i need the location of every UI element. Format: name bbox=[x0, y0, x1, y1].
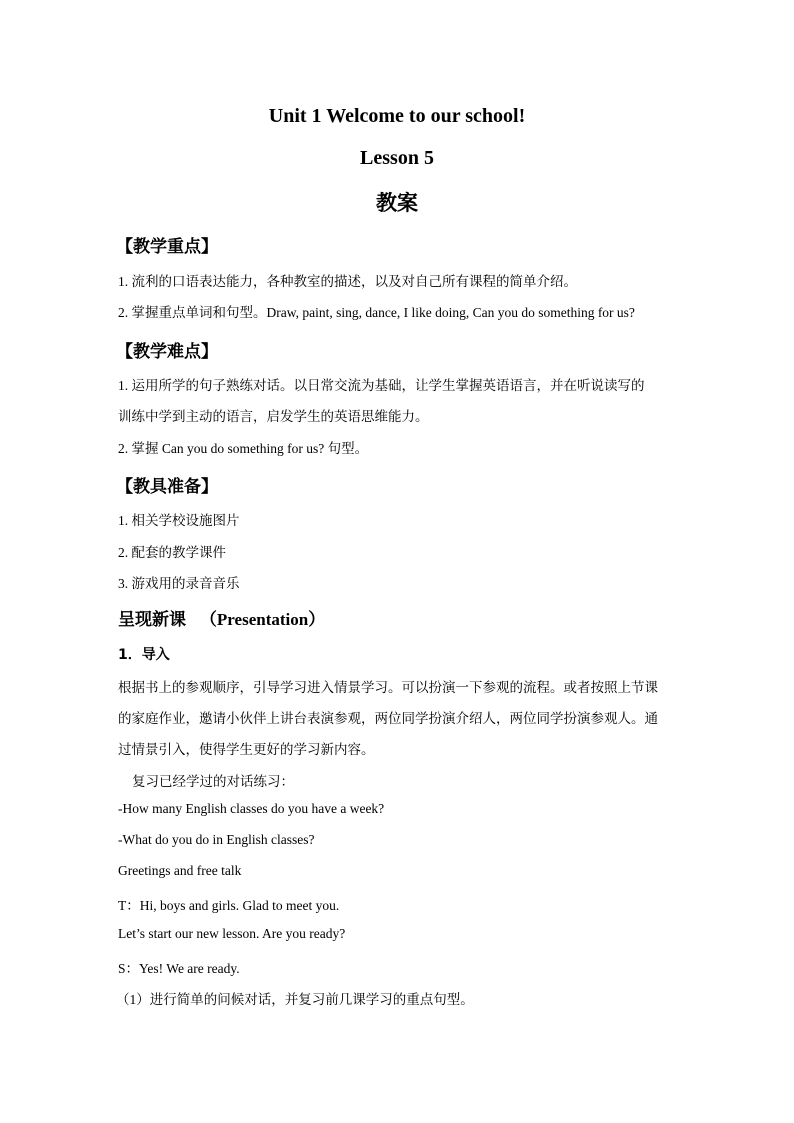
materials-heading: 【教具准备】 bbox=[116, 477, 218, 497]
key-point-item: 2. 掌握重点单词和句型。Draw, paint, sing, dance, I like doing, Can you do something for us? bbox=[118, 305, 635, 320]
doc-type-title: 教案 bbox=[376, 191, 418, 215]
intro-subheading: 1．导入 bbox=[118, 647, 170, 663]
presentation-heading bbox=[118, 605, 325, 630]
key-points-heading: 【教学重点】 bbox=[116, 237, 218, 257]
review-question: -How many English classes do you have a week? bbox=[118, 801, 385, 816]
intro-paragraph-line: 的家庭作业，邀请小伙伴上讲台表演参观，两位同学扮演介绍人，两位同学扮演参观人。通 bbox=[118, 711, 658, 726]
intro-paragraph-line: 过情景引入，使得学生更好的学习新内容。 bbox=[118, 742, 375, 757]
step-line: （1）进行简单的问候对话，并复习前几课学习的重点句型。 bbox=[116, 992, 474, 1007]
teacher-line: Let’s start our new lesson. Are you ready? bbox=[118, 926, 346, 941]
student-line: S：Yes! We are ready. bbox=[118, 961, 240, 976]
presentation-heading-cn: 呈现新课 bbox=[118, 610, 186, 630]
teacher-line: T：Hi, boys and girls. Glad to meet you. bbox=[118, 898, 340, 913]
material-item: 2. 配套的教学课件 bbox=[118, 545, 226, 560]
difficulties-heading: 【教学难点】 bbox=[116, 342, 218, 362]
unit-title: Unit 1 Welcome to our school! bbox=[268, 105, 526, 127]
difficulty-line: 1. 运用所学的句子熟练对话。以日常交流为基础，让学生掌握英语语言，并在听说读写的 bbox=[118, 378, 645, 393]
material-item: 1. 相关学校设施图片 bbox=[118, 513, 240, 528]
difficulty-item: 2. 掌握 Can you do something for us? 句型。 bbox=[118, 441, 369, 456]
greetings-line: Greetings and free talk bbox=[118, 863, 242, 878]
intro-paragraph-line: 根据书上的参观顺序，引导学习进入情景学习。可以扮演一下参观的流程。或者按照上节课 bbox=[118, 680, 658, 695]
material-item: 3. 游戏用的录音音乐 bbox=[118, 576, 240, 591]
key-point-item: 1. 流利的口语表达能力，各种教室的描述，以及对自己所有课程的简单介绍。 bbox=[118, 274, 577, 289]
review-intro: 复习已经学过的对话练习： bbox=[132, 774, 294, 789]
lesson-title: Lesson 5 bbox=[360, 147, 434, 169]
review-question: -What do you do in English classes? bbox=[118, 832, 315, 847]
presentation-heading-en: （Presentation） bbox=[199, 610, 326, 629]
difficulty-line: 训练中学到主动的语言，启发学生的英语思维能力。 bbox=[118, 409, 429, 424]
